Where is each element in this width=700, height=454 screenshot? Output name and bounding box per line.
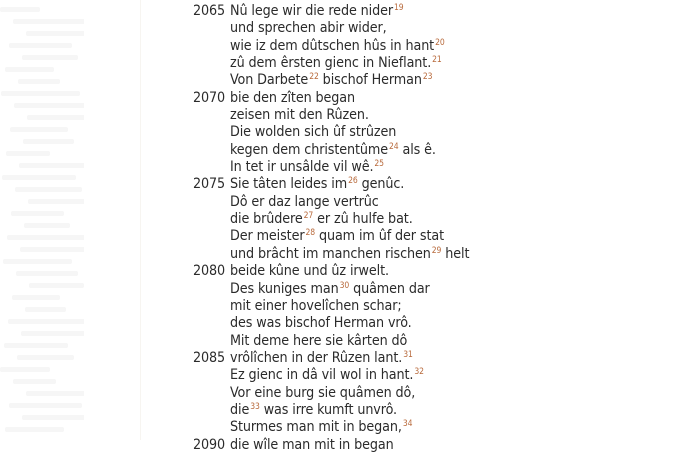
verse-line: [193, 263, 613, 280]
verse-line: [193, 38, 613, 55]
verse-line: [193, 228, 613, 245]
verse-segment: Von Darbete: [230, 72, 309, 89]
verse-line: [193, 211, 613, 228]
footnote-link[interactable]: 33: [250, 401, 260, 412]
ghost-line: [0, 7, 40, 12]
verse-text: [230, 176, 404, 193]
footnote-link[interactable]: 26: [348, 176, 358, 187]
verse-text: [230, 281, 430, 298]
verse-segment: bie den zîten began: [230, 89, 355, 106]
ghost-line: [13, 379, 56, 384]
verse-segment: Nû lege wir die rede nider: [230, 3, 393, 19]
ghost-line: [22, 55, 78, 60]
verse-line: [193, 402, 613, 419]
verse-line: [193, 385, 613, 402]
ghost-line: [17, 355, 74, 360]
verse-text: [230, 263, 389, 280]
footnote-link[interactable]: 21: [432, 55, 442, 66]
verse-line: [193, 298, 613, 315]
ghost-line: [5, 67, 54, 72]
verse-text: [230, 38, 445, 55]
ghost-line: [1, 91, 80, 96]
verse-text: [230, 402, 397, 419]
verse-line: [193, 246, 613, 263]
ghost-line: [19, 163, 84, 168]
verse-line: [193, 72, 613, 89]
verse-segment: als ê.: [398, 141, 436, 158]
verse-line: [193, 315, 613, 332]
ghost-line: [23, 139, 74, 144]
footnote-link[interactable]: 19: [394, 3, 404, 13]
ghost-line: [11, 211, 64, 216]
verse-segment: Mit deme here sie kârten dô: [230, 332, 408, 349]
footnote-link[interactable]: 29: [431, 245, 442, 256]
line-number: 2090: [193, 436, 226, 453]
verse-text: [230, 437, 394, 454]
ghost-line: [15, 187, 82, 192]
footnote-link[interactable]: 34: [402, 419, 413, 430]
ghost-line: [13, 19, 84, 24]
ghost-line: [8, 319, 84, 324]
ghost-line: [16, 271, 78, 276]
verse-block: [193, 3, 613, 454]
verse-text: [230, 194, 379, 211]
verse-segment: was irre kumft unvrô.: [259, 401, 397, 418]
ghost-line: [7, 235, 84, 240]
ghost-line: [14, 103, 84, 108]
verse-segment: wie iz dem dûtschen hûs in hant: [230, 37, 435, 54]
verse-line: [193, 107, 613, 124]
verse-segment: Sie tâten leides im: [230, 176, 348, 193]
footnote-link[interactable]: 30: [339, 280, 350, 291]
verse-text: [230, 228, 444, 245]
footnote-link[interactable]: 20: [435, 37, 445, 48]
verse-text: [230, 107, 369, 124]
verse-text: [230, 419, 412, 436]
verse-segment: des was bischof Herman vrô.: [230, 315, 412, 332]
verse-line: [193, 55, 613, 72]
ghost-line: [21, 331, 84, 336]
verse-line: [193, 176, 613, 193]
footnote-link[interactable]: 24: [388, 141, 399, 152]
verse-segment: Des kuniges man: [230, 280, 339, 297]
ghost-line: [6, 151, 50, 156]
verse-segment: Sturmes man mit in began,: [230, 419, 402, 436]
ghost-line: [10, 127, 68, 132]
column-divider: [140, 0, 141, 440]
verse-segment: Vor eine burg sie quâmen dô,: [230, 384, 416, 401]
ghost-line: [26, 31, 84, 36]
verse-line: [193, 90, 613, 107]
verse-segment: bischof Herman: [318, 72, 422, 89]
ghost-line: [29, 283, 84, 288]
footnote-link[interactable]: 22: [309, 72, 319, 83]
verse-text: [230, 333, 407, 350]
verse-text: [230, 385, 415, 402]
verse-text: [230, 367, 424, 384]
verse-line: [193, 20, 613, 37]
verse-text: [230, 72, 432, 89]
footnote-link[interactable]: 28: [305, 228, 316, 239]
ghost-line: [20, 247, 84, 252]
verse-text: [230, 124, 396, 141]
verse-segment: beide kûne und ûz irwelt.: [230, 263, 389, 280]
verse-line: [193, 3, 613, 20]
verse-line: [193, 350, 613, 367]
left-panel-ghost: [0, 0, 84, 440]
ghost-line: [25, 307, 66, 312]
verse-text: [230, 211, 413, 228]
verse-text: [230, 55, 442, 72]
verse-line: [193, 194, 613, 211]
verse-segment: Die wolden sich ûf strûzen: [230, 124, 397, 141]
footnote-link[interactable]: 25: [374, 159, 384, 170]
verse-segment: die wîle man mit in began: [230, 436, 394, 453]
verse-segment: zû dem êrsten gienc in Nieflant.: [230, 55, 432, 72]
ghost-line: [9, 43, 72, 48]
ghost-line: [9, 403, 82, 408]
verse-text: [230, 142, 436, 159]
ghost-line: [27, 115, 84, 120]
verse-segment: mit einer hovelîchen schar;: [230, 297, 402, 314]
footnote-link[interactable]: 32: [414, 367, 424, 378]
ghost-line: [18, 79, 60, 84]
verse-line: [193, 124, 613, 141]
ghost-line: [0, 367, 50, 372]
verse-text: [230, 298, 402, 315]
verse-text: [230, 159, 384, 176]
verse-text: [230, 3, 404, 20]
ghost-line: [2, 175, 76, 180]
verse-segment: er zû hulfe bat.: [313, 211, 413, 228]
verse-segment: In tet ir unsâlde vil wê.: [230, 159, 374, 176]
verse-segment: quâmen dar: [349, 280, 430, 297]
ghost-line: [26, 391, 84, 396]
footnote-link[interactable]: 31: [403, 349, 413, 360]
footnote-link[interactable]: 27: [303, 211, 314, 222]
verse-segment: die brûdere: [230, 211, 303, 228]
verse-line: [193, 419, 613, 436]
verse-segment: Dô er daz lange vertrûc: [230, 193, 379, 210]
verse-text: [230, 315, 412, 332]
ghost-line: [3, 259, 72, 264]
ghost-line: [5, 427, 64, 432]
verse-line: [193, 333, 613, 350]
ghost-line: [12, 295, 60, 300]
verse-segment: Ez gienc in dâ vil wol in hant.: [230, 367, 414, 384]
ghost-line: [22, 415, 84, 420]
line-number: 2075: [193, 176, 226, 193]
verse-segment: Der meister: [230, 228, 305, 245]
footnote-link[interactable]: 23: [422, 72, 433, 83]
verse-segment: genûc.: [357, 176, 405, 193]
verse-segment: kegen dem christentûme: [230, 141, 388, 158]
line-number: 2085: [193, 349, 226, 366]
verse-line: [193, 142, 613, 159]
verse-line: [193, 367, 613, 384]
verse-segment: und brâcht im manchen rischen: [230, 245, 431, 262]
ghost-line: [4, 343, 68, 348]
line-number: 2065: [193, 3, 226, 19]
ghost-line: [28, 199, 84, 204]
verse-text: [230, 246, 469, 263]
verse-text: [230, 350, 413, 367]
verse-line: [193, 159, 613, 176]
verse-segment: vrôlîchen in der Rûzen lant.: [230, 349, 403, 366]
verse-line: [193, 281, 613, 298]
verse-segment: zeisen mit den Rûzen.: [230, 107, 369, 124]
verse-segment: helt: [441, 245, 470, 262]
verse-text: [230, 20, 387, 37]
verse-segment: und sprechen abir wider,: [230, 20, 387, 37]
verse-segment: die: [230, 401, 250, 418]
line-number: 2080: [193, 263, 226, 280]
verse-line: [193, 437, 613, 454]
line-number: 2070: [193, 89, 226, 106]
verse-text: [230, 90, 355, 107]
ghost-line: [24, 223, 70, 228]
verse-segment: quam im ûf der stat: [315, 228, 444, 245]
